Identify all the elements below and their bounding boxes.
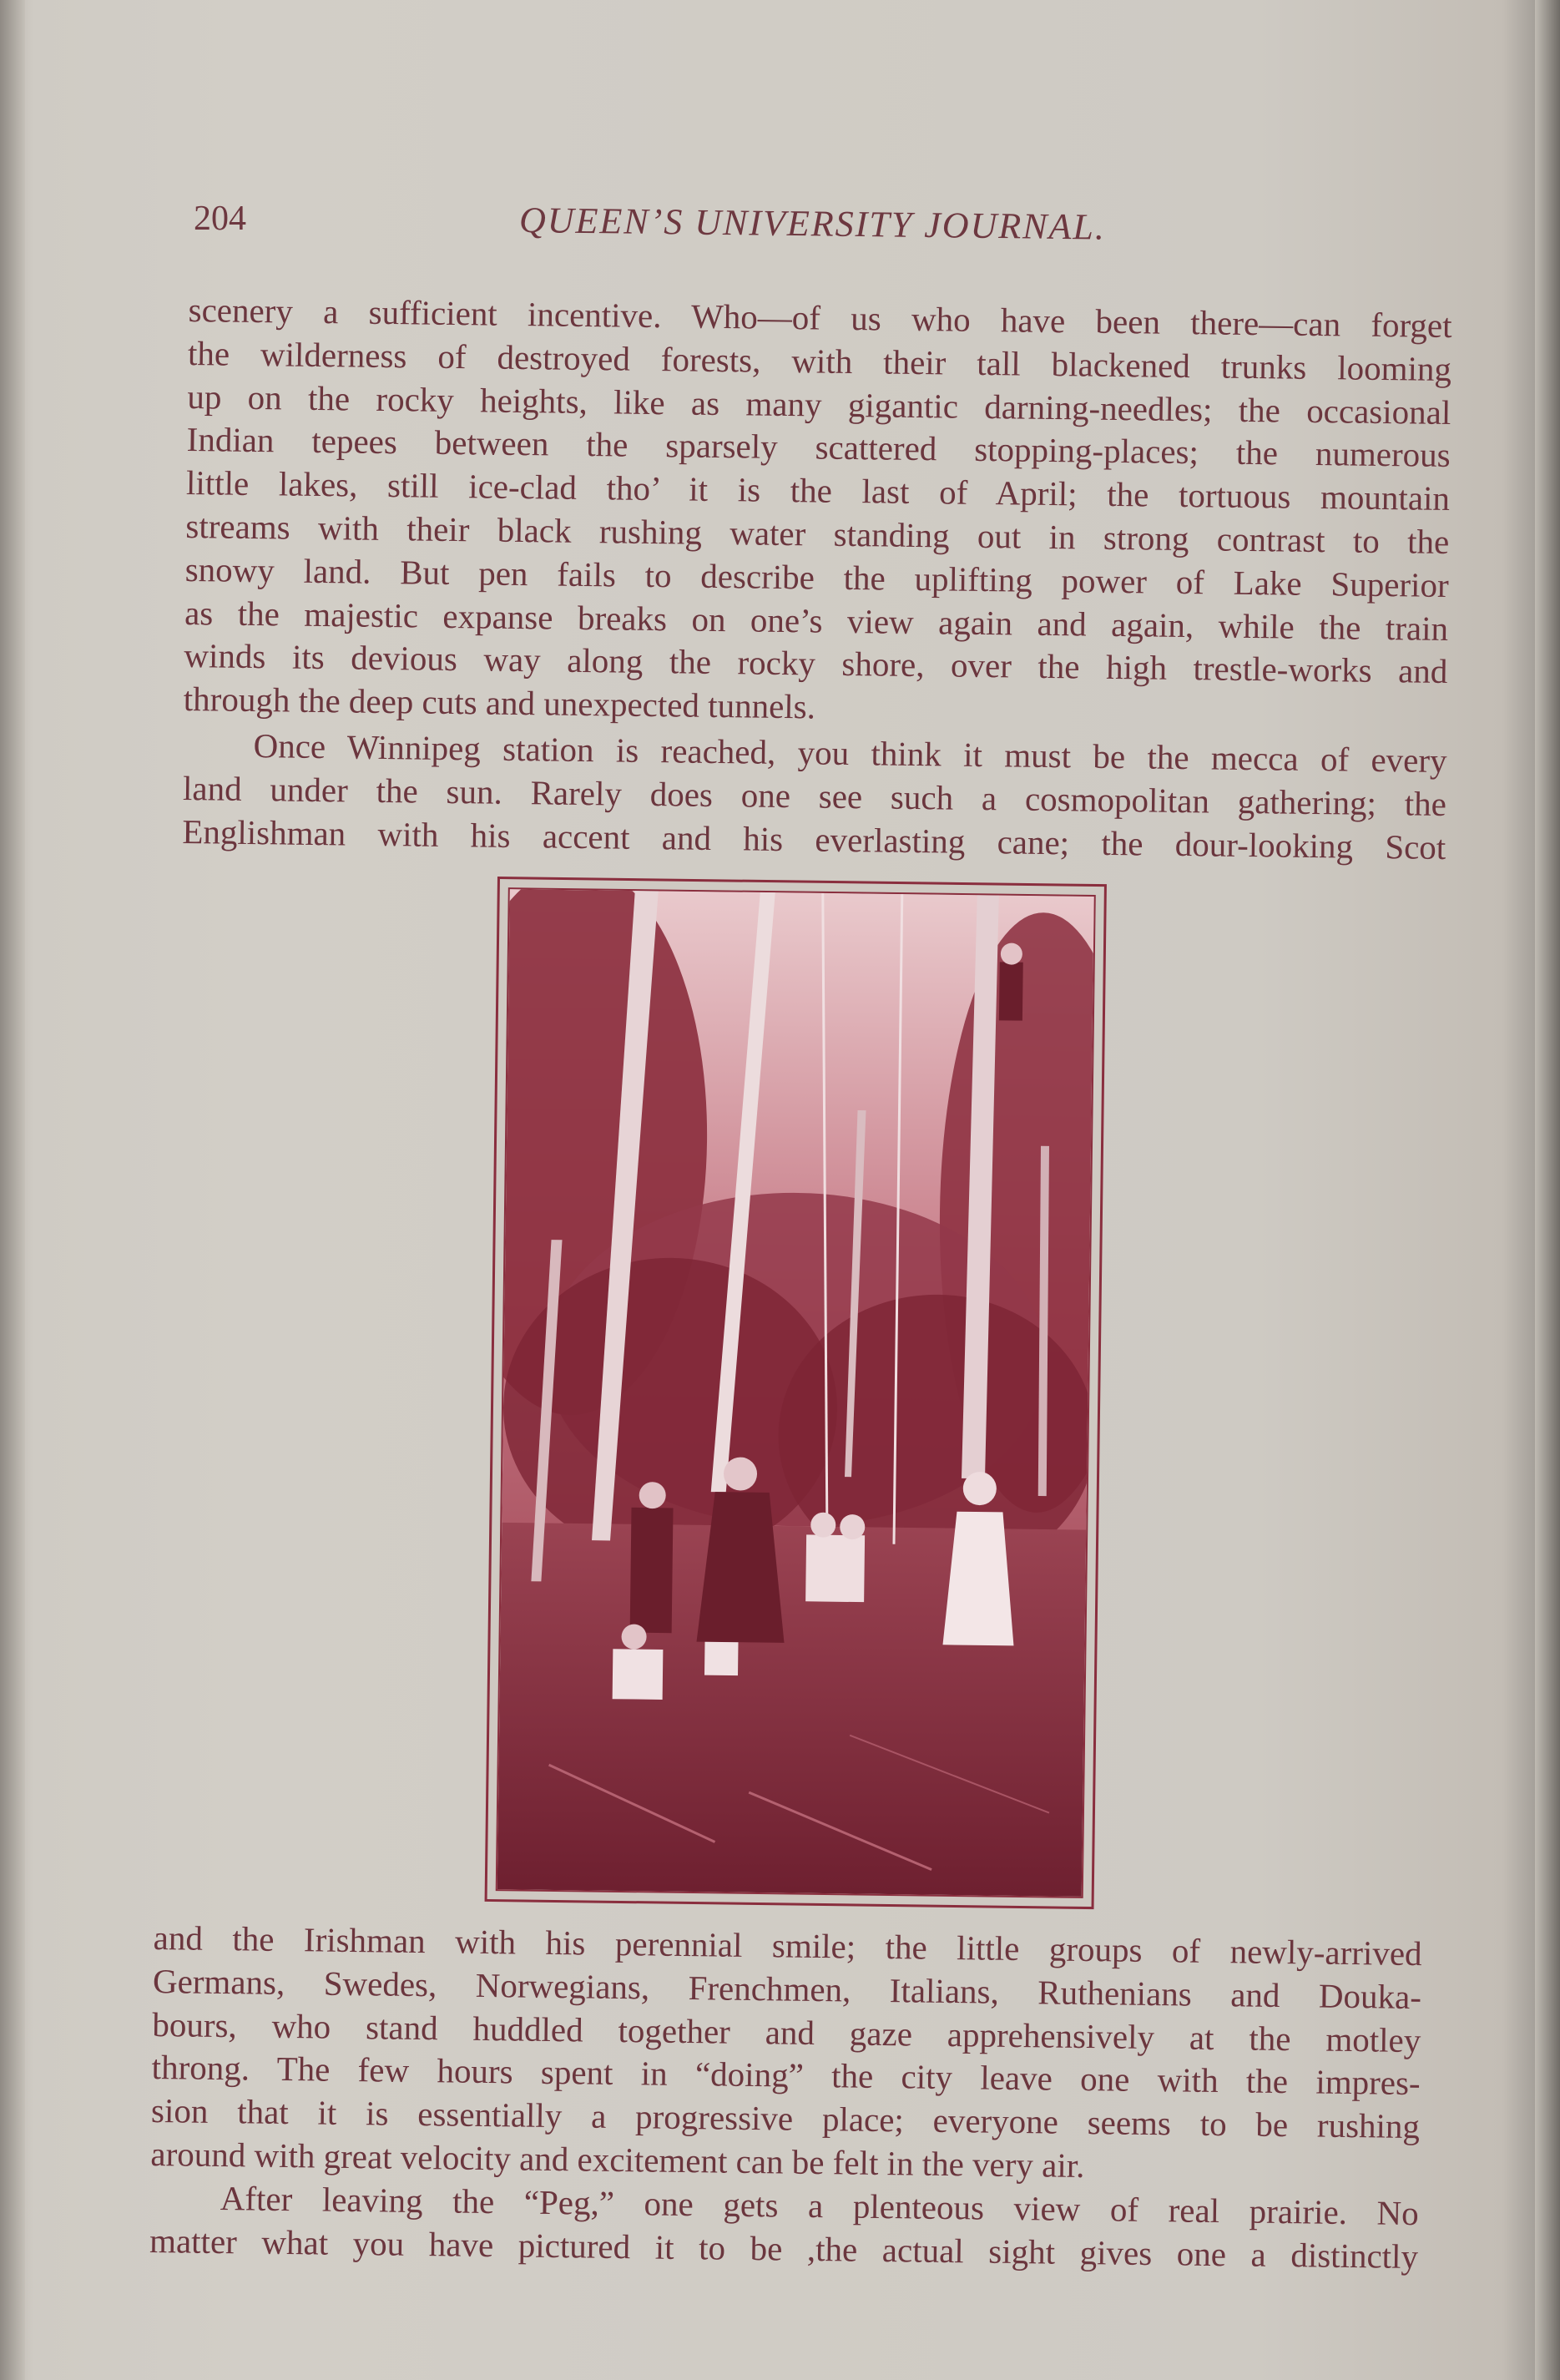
text-line: Englishman with his accent and his everlasting cane; the dour-looking Scot <box>182 811 1446 867</box>
text-line: around with great velocity and excitement can be felt in the very air. <box>150 2134 1085 2185</box>
paragraph-1 <box>183 289 1451 737</box>
text-line: land under the sun. Rarely does one see such a cosmopolitan gathering; the <box>182 768 1447 823</box>
text-line: snowy land. But pen fails to describe the uplifting power of Lake Superior <box>184 549 1449 604</box>
book-gutter <box>0 0 25 2380</box>
page-number: 204 <box>194 200 246 238</box>
text-line: scenery a sufficient incentive. Who—of us who have been there—can forget <box>188 290 1452 346</box>
text-line: little lakes, still ice-clad tho’ it is the last of April; the tortuous mountain <box>185 463 1451 518</box>
text-line: throng. The few hours spent in “doing” the city leave one with the impres- <box>151 2048 1421 2103</box>
text-line: After leaving the “Peg,” one gets a plenteous view of real prairie. No <box>220 2178 1419 2232</box>
running-head <box>194 199 1179 249</box>
page-edge <box>1535 0 1560 2380</box>
text-line: Germans, Swedes, Norwegians, Frenchmen, Italians, Ruthenians and Douka- <box>152 1961 1422 2016</box>
text-line: winds its devious way along the rocky shore, over the high trestle-works and <box>184 636 1448 691</box>
text-line: matter what you have pictured it to be ,the actual sight gives one a distinctly <box>149 2221 1419 2276</box>
text-line: and the Irishman with his perennial smile; the little groups of newly-arrived <box>153 1918 1422 1973</box>
text-line: streams with their black rushing water standing out in strong contrast to the <box>185 506 1450 561</box>
text-line: Once Winnipeg station is reached, you think it must be the mecca of every <box>253 726 1447 781</box>
text-line: as the majestic expanse breaks on one’s view again and again, while the train <box>184 593 1449 648</box>
photograph-frame <box>485 877 1107 1909</box>
text-line: up on the rocky heights, like as many gigantic darning-needles; the occasional <box>187 376 1451 432</box>
text-line: through the deep cuts and unexpected tunnels. <box>183 680 816 726</box>
photo-image <box>497 889 1094 1897</box>
forest-swing-photo <box>496 887 1096 1898</box>
paragraph-3 <box>149 1917 1422 2278</box>
text-line: the wilderness of destroyed forests, with their tall blackened trunks looming <box>187 333 1452 388</box>
text-line: sion that it is essentially a progressive place; everyone seems to be rushing <box>150 2091 1421 2146</box>
text-line: bours, who stand huddled together and gaze apprehensively at the motley <box>152 2004 1421 2059</box>
journal-title: QUEEN’S UNIVERSITY JOURNAL. <box>518 200 1107 248</box>
text-line: Indian tepees between the sparsely scattered stopping-places; the numerous <box>186 420 1451 475</box>
paragraph-2 <box>182 724 1447 869</box>
